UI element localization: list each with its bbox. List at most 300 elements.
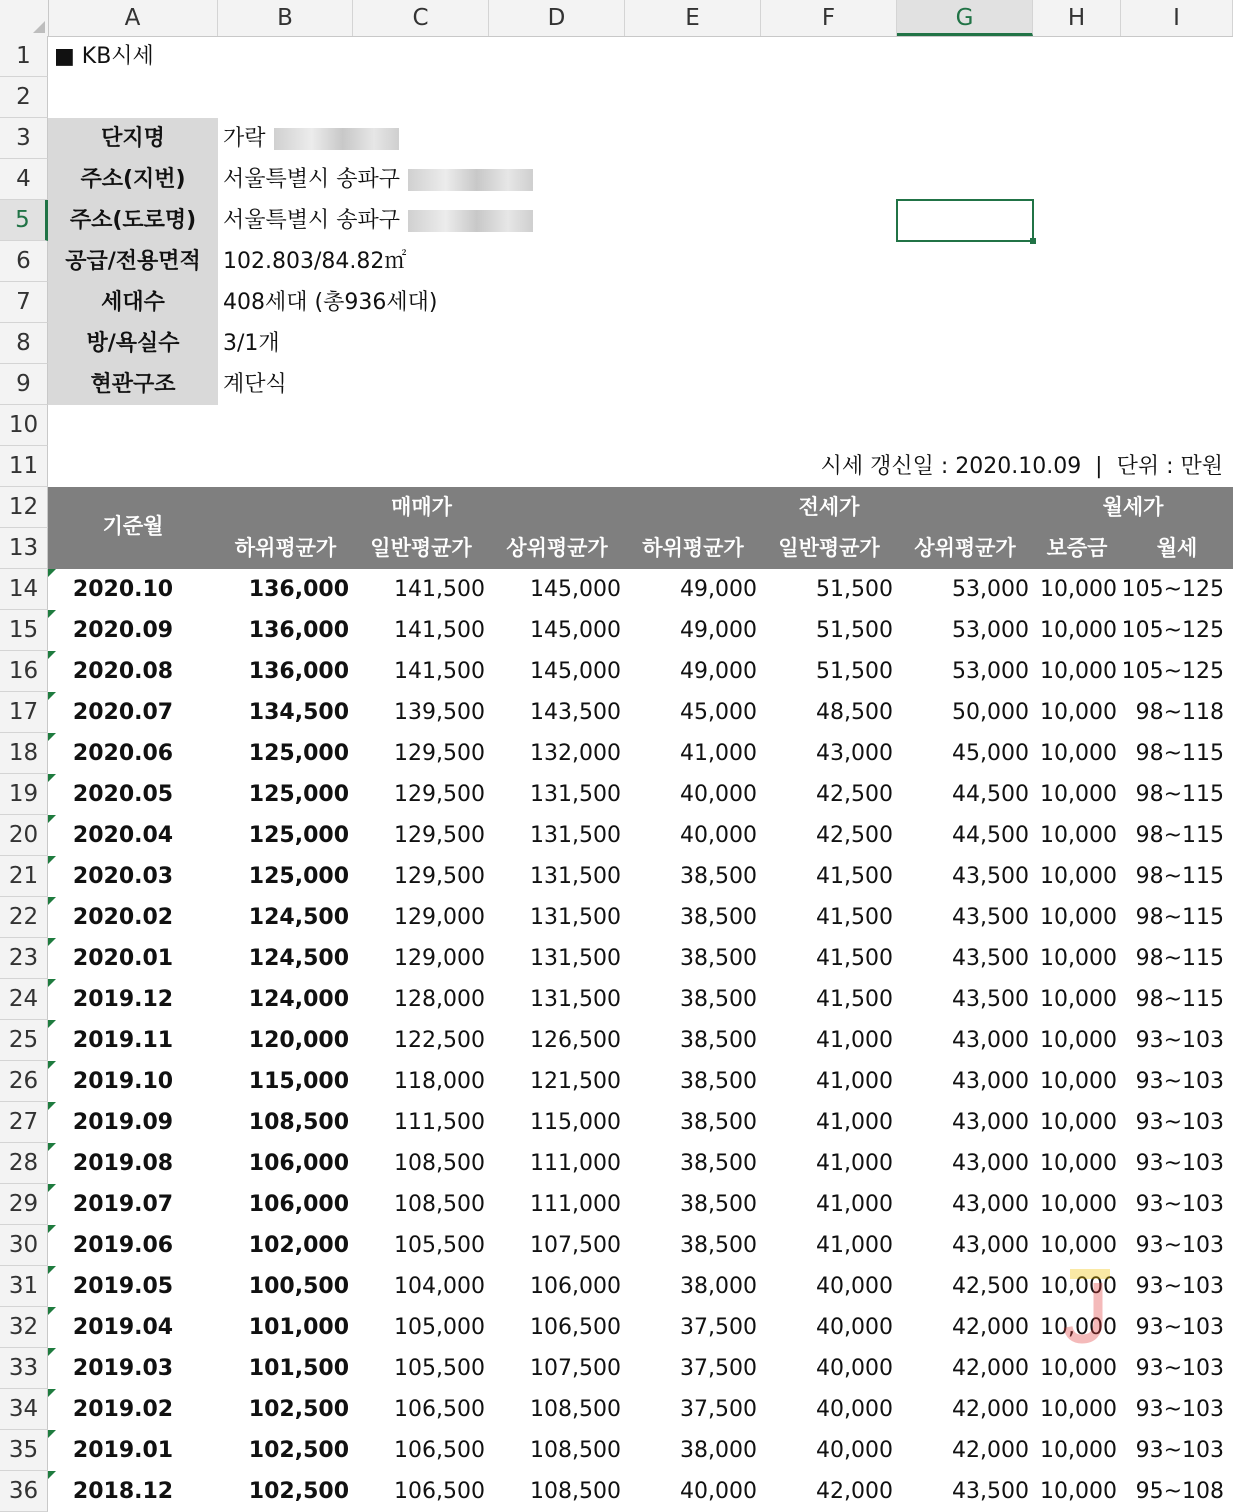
row-header[interactable]: 19 xyxy=(0,774,48,815)
cell-sale-high[interactable]: 145,000 xyxy=(530,618,621,643)
cell-base-month[interactable]: 2019.07 xyxy=(72,1192,174,1217)
column-header-b[interactable]: B xyxy=(218,0,353,36)
cell-sale-high[interactable]: 108,500 xyxy=(530,1479,621,1504)
cell-sale-mid[interactable]: 141,500 xyxy=(394,618,485,643)
cell-jeonse-mid[interactable]: 40,000 xyxy=(816,1438,893,1463)
cell-sale-low[interactable]: 108,500 xyxy=(248,1110,349,1135)
cell-sale-mid[interactable]: 129,500 xyxy=(394,864,485,889)
cell-sale-high[interactable]: 145,000 xyxy=(530,659,621,684)
cell-sale-low[interactable]: 106,000 xyxy=(248,1192,349,1217)
cell-base-month[interactable]: 2020.10 xyxy=(72,577,174,602)
cell-jeonse-low[interactable]: 40,000 xyxy=(680,823,757,848)
cell-jeonse-low[interactable]: 38,500 xyxy=(680,1192,757,1217)
cell-base-month[interactable]: 2020.09 xyxy=(72,618,174,643)
cell-jeonse-low[interactable]: 38,500 xyxy=(680,1233,757,1258)
header-deposit[interactable]: 보증금 xyxy=(1046,536,1108,560)
cell-base-month[interactable]: 2019.11 xyxy=(72,1028,174,1053)
cell-sale-high[interactable]: 143,500 xyxy=(530,700,621,725)
cell-sale-mid[interactable]: 141,500 xyxy=(394,577,485,602)
cell-jeonse-low[interactable]: 37,500 xyxy=(680,1315,757,1340)
cell-monthly-rent[interactable]: 93~103 xyxy=(1135,1356,1224,1381)
column-header-i[interactable]: I xyxy=(1121,0,1233,36)
table-row xyxy=(48,1471,1233,1512)
column-header-h[interactable]: H xyxy=(1033,0,1121,36)
header-sale-low[interactable]: 하위평균가 xyxy=(234,536,337,560)
cell-jeonse-high[interactable]: 44,500 xyxy=(952,782,1029,807)
table-row xyxy=(48,1102,1233,1143)
cell-deposit[interactable]: 10,000 xyxy=(1040,1028,1117,1053)
cell-sale-high[interactable]: 121,500 xyxy=(530,1069,621,1094)
table-row xyxy=(48,1430,1233,1471)
cell-jeonse-low[interactable]: 45,000 xyxy=(680,700,757,725)
header-jeonse-group[interactable]: 전세가 xyxy=(798,495,860,519)
cell-jeonse-low[interactable]: 38,500 xyxy=(680,1069,757,1094)
cell-monthly-rent[interactable]: 98~115 xyxy=(1135,823,1224,848)
cell-sale-mid[interactable]: 129,500 xyxy=(394,782,485,807)
cell-sale-mid[interactable]: 106,500 xyxy=(394,1397,485,1422)
cell-sale-mid[interactable]: 108,500 xyxy=(394,1192,485,1217)
cell-jeonse-low[interactable]: 38,500 xyxy=(680,905,757,930)
cell-sale-high[interactable]: 131,500 xyxy=(530,946,621,971)
cell-base-month[interactable]: 2019.08 xyxy=(72,1151,174,1176)
row-header[interactable]: 34 xyxy=(0,1389,48,1430)
cell-jeonse-low[interactable]: 40,000 xyxy=(680,782,757,807)
cell-base-month[interactable]: 2019.01 xyxy=(72,1438,174,1463)
cell-sale-high[interactable]: 108,500 xyxy=(530,1397,621,1422)
cell-sale-mid[interactable]: 129,500 xyxy=(394,823,485,848)
cell-deposit[interactable]: 10,000 xyxy=(1040,1192,1117,1217)
cell-sale-high[interactable]: 107,500 xyxy=(530,1356,621,1381)
info-label-entrance[interactable]: 현관구조 xyxy=(48,364,218,405)
cell-sale-mid[interactable]: 141,500 xyxy=(394,659,485,684)
cell-monthly-rent[interactable]: 93~103 xyxy=(1135,1438,1224,1463)
cell-jeonse-high[interactable]: 45,000 xyxy=(952,741,1029,766)
row-header[interactable]: 20 xyxy=(0,815,48,856)
update-note[interactable]: 시세 갱신일 : 2020.10.09 | 단위 : 만원 xyxy=(820,454,1223,479)
cell-deposit[interactable]: 10,000 xyxy=(1040,987,1117,1012)
cell-jeonse-high[interactable]: 43,000 xyxy=(952,1192,1029,1217)
cell-jeonse-low[interactable]: 41,000 xyxy=(680,741,757,766)
row-header[interactable]: 32 xyxy=(0,1307,48,1348)
cell-sale-mid[interactable]: 106,500 xyxy=(394,1438,485,1463)
cell-monthly-rent[interactable]: 93~103 xyxy=(1135,1069,1224,1094)
row-header[interactable]: 13 xyxy=(0,528,48,569)
cell-jeonse-high[interactable]: 43,500 xyxy=(952,987,1029,1012)
cell-jeonse-mid[interactable]: 41,500 xyxy=(816,905,893,930)
info-label-households[interactable]: 세대수 xyxy=(48,282,218,323)
cell-sale-high[interactable]: 131,500 xyxy=(530,864,621,889)
cell-jeonse-low[interactable]: 37,500 xyxy=(680,1356,757,1381)
cell-jeonse-mid[interactable]: 42,500 xyxy=(816,823,893,848)
table-row xyxy=(48,856,1233,897)
table-header xyxy=(48,487,1233,569)
cell-sale-low[interactable]: 115,000 xyxy=(248,1069,349,1094)
cell-monthly-rent[interactable]: 93~103 xyxy=(1135,1233,1224,1258)
cell-jeonse-mid[interactable]: 43,000 xyxy=(816,741,893,766)
cell-sale-low[interactable]: 101,500 xyxy=(248,1356,349,1381)
cell-jeonse-low[interactable]: 38,000 xyxy=(680,1274,757,1299)
cell-jeonse-mid[interactable]: 40,000 xyxy=(816,1315,893,1340)
cell-monthly-rent[interactable]: 93~103 xyxy=(1135,1397,1224,1422)
row-header[interactable]: 10 xyxy=(0,405,48,446)
cell-jeonse-low[interactable]: 49,000 xyxy=(680,659,757,684)
cell-base-month[interactable]: 2020.07 xyxy=(72,700,174,725)
cell-deposit[interactable]: 10,000 xyxy=(1040,659,1117,684)
column-header-e[interactable]: E xyxy=(625,0,761,36)
table-row xyxy=(48,651,1233,692)
cell-deposit[interactable]: 10,000 xyxy=(1040,1356,1117,1381)
cell-sale-mid[interactable]: 104,000 xyxy=(394,1274,485,1299)
info-label-rooms[interactable]: 방/욕실수 xyxy=(48,323,218,364)
cell-deposit[interactable]: 10,000 xyxy=(1040,700,1117,725)
row-header[interactable]: 5 xyxy=(0,200,48,241)
cell-sale-high[interactable]: 106,500 xyxy=(530,1315,621,1340)
cell-sale-mid[interactable]: 105,000 xyxy=(394,1315,485,1340)
info-value-address-lot[interactable]: 서울특별시 송파구 xyxy=(223,159,533,200)
table-row xyxy=(48,774,1233,815)
cell-jeonse-low[interactable]: 38,500 xyxy=(680,1028,757,1053)
row-header[interactable]: 11 xyxy=(0,446,48,487)
select-all-button[interactable] xyxy=(0,0,49,36)
column-header-a[interactable]: A xyxy=(48,0,218,36)
cell-jeonse-high[interactable]: 43,500 xyxy=(952,946,1029,971)
cell-jeonse-mid[interactable]: 41,500 xyxy=(816,987,893,1012)
cell-base-month[interactable]: 2019.04 xyxy=(72,1315,174,1340)
row-header[interactable]: 3 xyxy=(0,118,48,159)
cell-jeonse-mid[interactable]: 41,500 xyxy=(816,946,893,971)
row-header[interactable]: 21 xyxy=(0,856,48,897)
cell-jeonse-high[interactable]: 42,500 xyxy=(952,1274,1029,1299)
cell-sale-low[interactable]: 106,000 xyxy=(248,1151,349,1176)
info-value-complex-name[interactable]: 가락 xyxy=(223,118,399,159)
header-jeonse-mid[interactable]: 일반평균가 xyxy=(778,536,880,560)
header-sale-high[interactable]: 상위평균가 xyxy=(506,536,608,560)
cell-monthly-rent[interactable]: 93~103 xyxy=(1135,1151,1224,1176)
row-header[interactable]: 25 xyxy=(0,1020,48,1061)
cell-jeonse-low[interactable]: 38,500 xyxy=(680,864,757,889)
row-header[interactable]: 22 xyxy=(0,897,48,938)
cell-jeonse-low[interactable]: 38,000 xyxy=(680,1438,757,1463)
row-header[interactable]: 9 xyxy=(0,364,48,405)
redacted-blur xyxy=(408,169,533,191)
cell-monthly-rent[interactable]: 105~125 xyxy=(1121,659,1224,684)
cell-sale-low[interactable]: 120,000 xyxy=(248,1028,349,1053)
cell-base-month[interactable]: 2019.12 xyxy=(72,987,174,1012)
selected-cell-g5[interactable] xyxy=(896,199,1034,242)
cell-sale-low[interactable]: 102,500 xyxy=(248,1479,349,1504)
cell-jeonse-mid[interactable]: 40,000 xyxy=(816,1274,893,1299)
info-label-complex-name[interactable]: 단지명 xyxy=(48,118,218,159)
cell-sale-mid[interactable]: 118,000 xyxy=(394,1069,485,1094)
cell-jeonse-high[interactable]: 43,500 xyxy=(952,905,1029,930)
row-header[interactable]: 35 xyxy=(0,1430,48,1471)
cell-jeonse-low[interactable]: 38,500 xyxy=(680,1110,757,1135)
cell-jeonse-high[interactable]: 43,000 xyxy=(952,1151,1029,1176)
info-value-area[interactable]: 102.803/84.82㎡ xyxy=(223,249,407,274)
cell-base-month[interactable]: 2020.05 xyxy=(72,782,174,807)
cell-deposit[interactable]: 10,000 xyxy=(1040,864,1117,889)
sheet-title[interactable]: ■ KB시세 xyxy=(54,44,154,69)
info-label-area[interactable]: 공급/전용면적 xyxy=(48,241,218,282)
table-row xyxy=(48,1225,1233,1266)
row-header[interactable]: 4 xyxy=(0,159,48,200)
cell-monthly-rent[interactable]: 98~115 xyxy=(1135,905,1224,930)
row-header[interactable]: 26 xyxy=(0,1061,48,1102)
cell-sale-mid[interactable]: 129,000 xyxy=(394,946,485,971)
cell-base-month[interactable]: 2019.06 xyxy=(72,1233,174,1258)
cell-jeonse-mid[interactable]: 41,000 xyxy=(816,1110,893,1135)
header-sale-group[interactable]: 매매가 xyxy=(391,495,452,519)
cell-jeonse-low[interactable]: 40,000 xyxy=(680,1479,757,1504)
cell-sale-mid[interactable]: 105,500 xyxy=(394,1233,485,1258)
cell-jeonse-high[interactable]: 42,000 xyxy=(952,1438,1029,1463)
cell-deposit[interactable]: 10,000 xyxy=(1040,782,1117,807)
cell-sale-low[interactable]: 136,000 xyxy=(248,577,349,602)
cell-sale-high[interactable]: 131,500 xyxy=(530,987,621,1012)
cell-sale-low[interactable]: 100,500 xyxy=(248,1274,349,1299)
cell-deposit[interactable]: 10,000 xyxy=(1040,577,1117,602)
cell-monthly-rent[interactable]: 98~115 xyxy=(1135,987,1224,1012)
cell-sale-low[interactable]: 136,000 xyxy=(248,618,349,643)
cell-sale-low[interactable]: 102,500 xyxy=(248,1397,349,1422)
header-base-month[interactable]: 기준월 xyxy=(102,514,164,538)
row-header[interactable]: 30 xyxy=(0,1225,48,1266)
row-header[interactable]: 7 xyxy=(0,282,48,323)
row-header[interactable]: 17 xyxy=(0,692,48,733)
cell-sale-mid[interactable]: 139,500 xyxy=(394,700,485,725)
row-header[interactable]: 29 xyxy=(0,1184,48,1225)
table-row xyxy=(48,1143,1233,1184)
cell-jeonse-mid[interactable]: 51,500 xyxy=(816,618,893,643)
table-row xyxy=(48,1061,1233,1102)
cell-jeonse-high[interactable]: 43,000 xyxy=(952,1069,1029,1094)
row-header[interactable]: 23 xyxy=(0,938,48,979)
table-row xyxy=(48,692,1233,733)
cell-jeonse-mid[interactable]: 51,500 xyxy=(816,659,893,684)
cell-sale-low[interactable]: 124,000 xyxy=(248,987,349,1012)
row-header[interactable]: 28 xyxy=(0,1143,48,1184)
table-row xyxy=(48,1307,1233,1348)
cell-jeonse-low[interactable]: 38,500 xyxy=(680,987,757,1012)
cell-sale-low[interactable]: 134,500 xyxy=(248,700,349,725)
cell-sale-low[interactable]: 102,500 xyxy=(248,1438,349,1463)
cell-sale-mid[interactable]: 129,000 xyxy=(394,905,485,930)
cell-jeonse-high[interactable]: 43,500 xyxy=(952,1479,1029,1504)
cell-sale-mid[interactable]: 106,500 xyxy=(394,1479,485,1504)
cell-sale-high[interactable]: 131,500 xyxy=(530,782,621,807)
cell-jeonse-high[interactable]: 42,000 xyxy=(952,1315,1029,1340)
cell-sale-low[interactable]: 124,500 xyxy=(248,946,349,971)
cell-sale-high[interactable]: 111,000 xyxy=(530,1192,621,1217)
row-header[interactable]: 18 xyxy=(0,733,48,774)
row-header[interactable]: 12 xyxy=(0,487,48,528)
info-value-address-road[interactable]: 서울특별시 송파구 xyxy=(223,200,533,241)
cell-jeonse-mid[interactable]: 48,500 xyxy=(816,700,893,725)
cell-monthly-rent[interactable]: 98~115 xyxy=(1135,946,1224,971)
cell-jeonse-high[interactable]: 43,500 xyxy=(952,864,1029,889)
cell-deposit[interactable]: 10,000 xyxy=(1040,618,1117,643)
cell-deposit[interactable]: 10,000 xyxy=(1040,1479,1117,1504)
cell-jeonse-high[interactable]: 43,000 xyxy=(952,1110,1029,1135)
column-header-f[interactable]: F xyxy=(761,0,897,36)
cell-base-month[interactable]: 2020.03 xyxy=(72,864,174,889)
cell-base-month[interactable]: 2020.01 xyxy=(72,946,174,971)
cell-base-month[interactable]: 2019.02 xyxy=(72,1397,174,1422)
cell-deposit[interactable]: 10,000 xyxy=(1040,1151,1117,1176)
cell-jeonse-mid[interactable]: 42,000 xyxy=(816,1479,893,1504)
header-jeonse-high[interactable]: 상위평균가 xyxy=(914,536,1016,560)
cell-jeonse-high[interactable]: 43,000 xyxy=(952,1028,1029,1053)
cell-sale-mid[interactable]: 105,500 xyxy=(394,1356,485,1381)
cell-jeonse-mid[interactable]: 41,500 xyxy=(816,864,893,889)
header-monthly-rent[interactable]: 월세 xyxy=(1156,536,1198,560)
cell-jeonse-high[interactable]: 50,000 xyxy=(952,700,1029,725)
cell-sale-high[interactable]: 145,000 xyxy=(530,577,621,602)
info-value-rooms[interactable]: 3/1개 xyxy=(223,331,280,356)
cell-jeonse-high[interactable]: 44,500 xyxy=(952,823,1029,848)
cell-jeonse-high[interactable]: 53,000 xyxy=(952,659,1029,684)
cell-jeonse-mid[interactable]: 40,000 xyxy=(816,1397,893,1422)
cell-monthly-rent[interactable]: 93~103 xyxy=(1135,1110,1224,1135)
cell-jeonse-mid[interactable]: 41,000 xyxy=(816,1233,893,1258)
cell-jeonse-mid[interactable]: 41,000 xyxy=(816,1028,893,1053)
cell-jeonse-low[interactable]: 38,500 xyxy=(680,946,757,971)
cell-deposit[interactable]: 10,000 xyxy=(1040,1233,1117,1258)
table-row xyxy=(48,610,1233,651)
cell-base-month[interactable]: 2019.09 xyxy=(72,1110,174,1135)
cell-sale-low[interactable]: 125,000 xyxy=(248,782,349,807)
header-jeonse-low[interactable]: 하위평균가 xyxy=(642,536,744,560)
cell-jeonse-low[interactable]: 37,500 xyxy=(680,1397,757,1422)
cell-base-month[interactable]: 2018.12 xyxy=(72,1479,174,1504)
cell-sale-mid[interactable]: 128,000 xyxy=(394,987,485,1012)
cell-jeonse-mid[interactable]: 42,500 xyxy=(816,782,893,807)
row-header[interactable]: 33 xyxy=(0,1348,48,1389)
cell-monthly-rent[interactable]: 93~103 xyxy=(1135,1274,1224,1299)
cell-base-month[interactable]: 2020.02 xyxy=(72,905,174,930)
cell-deposit[interactable]: 10,000 xyxy=(1040,823,1117,848)
cell-monthly-rent[interactable]: 93~103 xyxy=(1135,1028,1224,1053)
cell-sale-high[interactable]: 132,000 xyxy=(530,741,621,766)
cell-sale-high[interactable]: 108,500 xyxy=(530,1438,621,1463)
redacted-blur xyxy=(408,210,533,232)
cell-jeonse-mid[interactable]: 51,500 xyxy=(816,577,893,602)
cell-jeonse-low[interactable]: 49,000 xyxy=(680,618,757,643)
info-label-address-road[interactable]: 주소(도로명) xyxy=(48,200,218,241)
cell-sale-high[interactable]: 131,500 xyxy=(530,905,621,930)
column-header-c[interactable]: C xyxy=(353,0,489,36)
table-row xyxy=(48,1184,1233,1225)
cell-deposit[interactable]: 10,000 xyxy=(1040,946,1117,971)
row-header[interactable]: 14 xyxy=(0,569,48,610)
cell-deposit[interactable]: 10,000 xyxy=(1040,1110,1117,1135)
cell-monthly-rent[interactable]: 98~118 xyxy=(1135,700,1224,725)
cell-monthly-rent[interactable]: 98~115 xyxy=(1135,864,1224,889)
cell-deposit[interactable]: 10,000 xyxy=(1040,1438,1117,1463)
cell-jeonse-low[interactable]: 38,500 xyxy=(680,1151,757,1176)
cell-jeonse-mid[interactable]: 41,000 xyxy=(816,1069,893,1094)
cell-base-month[interactable]: 2020.06 xyxy=(72,741,174,766)
cell-sale-high[interactable]: 111,000 xyxy=(530,1151,621,1176)
cell-jeonse-mid[interactable]: 40,000 xyxy=(816,1356,893,1381)
cell-monthly-rent[interactable]: 105~125 xyxy=(1121,618,1224,643)
cell-monthly-rent[interactable]: 105~125 xyxy=(1121,577,1224,602)
cell-deposit[interactable]: 10,000 xyxy=(1040,905,1117,930)
cell-sale-high[interactable]: 126,500 xyxy=(530,1028,621,1053)
cell-sale-low[interactable]: 102,000 xyxy=(248,1233,349,1258)
cell-base-month[interactable]: 2019.03 xyxy=(72,1356,174,1381)
cell-sale-high[interactable]: 131,500 xyxy=(530,823,621,848)
row-header[interactable]: 6 xyxy=(0,241,48,282)
cell-base-month[interactable]: 2020.08 xyxy=(72,659,174,684)
cell-base-month[interactable]: 2020.04 xyxy=(72,823,174,848)
cell-jeonse-high[interactable]: 42,000 xyxy=(952,1397,1029,1422)
cell-jeonse-high[interactable]: 53,000 xyxy=(952,618,1029,643)
cell-monthly-rent[interactable]: 93~103 xyxy=(1135,1192,1224,1217)
cell-deposit[interactable]: 10,000 xyxy=(1040,741,1117,766)
header-monthly-group[interactable]: 월세가 xyxy=(1102,495,1164,519)
cell-jeonse-high[interactable]: 53,000 xyxy=(952,577,1029,602)
cell-monthly-rent[interactable]: 98~115 xyxy=(1135,782,1224,807)
info-value-households[interactable]: 408세대 (총936세대) xyxy=(223,290,438,315)
cell-monthly-rent[interactable]: 93~103 xyxy=(1135,1315,1224,1340)
cell-sale-mid[interactable]: 111,500 xyxy=(394,1110,485,1135)
cell-sale-low[interactable]: 125,000 xyxy=(248,823,349,848)
cell-sale-low[interactable]: 124,500 xyxy=(248,905,349,930)
header-sale-mid[interactable]: 일반평균가 xyxy=(370,536,472,560)
row-header[interactable]: 16 xyxy=(0,651,48,692)
cell-deposit[interactable]: 10,000 xyxy=(1040,1069,1117,1094)
cell-base-month[interactable]: 2019.05 xyxy=(72,1274,174,1299)
cell-sale-low[interactable]: 125,000 xyxy=(248,741,349,766)
column-header-d[interactable]: D xyxy=(489,0,625,36)
row-header[interactable]: 15 xyxy=(0,610,48,651)
cell-sale-low[interactable]: 136,000 xyxy=(248,659,349,684)
table-row xyxy=(48,1020,1233,1061)
cell-sale-mid[interactable]: 129,500 xyxy=(394,741,485,766)
row-header[interactable]: 24 xyxy=(0,979,48,1020)
cell-sale-mid[interactable]: 122,500 xyxy=(394,1028,485,1053)
cell-sale-low[interactable]: 101,000 xyxy=(248,1315,349,1340)
row-header[interactable]: 36 xyxy=(0,1471,48,1512)
cell-sale-high[interactable]: 115,000 xyxy=(530,1110,621,1135)
cell-deposit[interactable]: 10,000 xyxy=(1040,1315,1117,1340)
row-header[interactable]: 31 xyxy=(0,1266,48,1307)
cell-deposit[interactable]: 10,000 xyxy=(1040,1397,1117,1422)
cell-monthly-rent[interactable]: 95~108 xyxy=(1135,1479,1224,1504)
cell-deposit[interactable]: 10,000 xyxy=(1040,1274,1117,1299)
cell-jeonse-high[interactable]: 43,000 xyxy=(952,1233,1029,1258)
cell-base-month[interactable]: 2019.10 xyxy=(72,1069,174,1094)
row-header[interactable]: 1 xyxy=(0,36,48,77)
cell-jeonse-mid[interactable]: 41,000 xyxy=(816,1192,893,1217)
column-header-g[interactable]: G xyxy=(897,0,1033,36)
cell-jeonse-low[interactable]: 49,000 xyxy=(680,577,757,602)
cell-jeonse-high[interactable]: 42,000 xyxy=(952,1356,1029,1381)
cell-sale-high[interactable]: 107,500 xyxy=(530,1233,621,1258)
row-header[interactable]: 2 xyxy=(0,77,48,118)
cell-monthly-rent[interactable]: 98~115 xyxy=(1135,741,1224,766)
info-label-address-lot[interactable]: 주소(지번) xyxy=(48,159,218,200)
cell-sale-high[interactable]: 106,000 xyxy=(530,1274,621,1299)
info-value-entrance[interactable]: 계단식 xyxy=(223,372,287,397)
watermark-logo-icon xyxy=(1062,1265,1118,1345)
cell-sale-mid[interactable]: 108,500 xyxy=(394,1151,485,1176)
row-header[interactable]: 27 xyxy=(0,1102,48,1143)
cell-jeonse-mid[interactable]: 41,000 xyxy=(816,1151,893,1176)
row-header[interactable]: 8 xyxy=(0,323,48,364)
cell-sale-low[interactable]: 125,000 xyxy=(248,864,349,889)
